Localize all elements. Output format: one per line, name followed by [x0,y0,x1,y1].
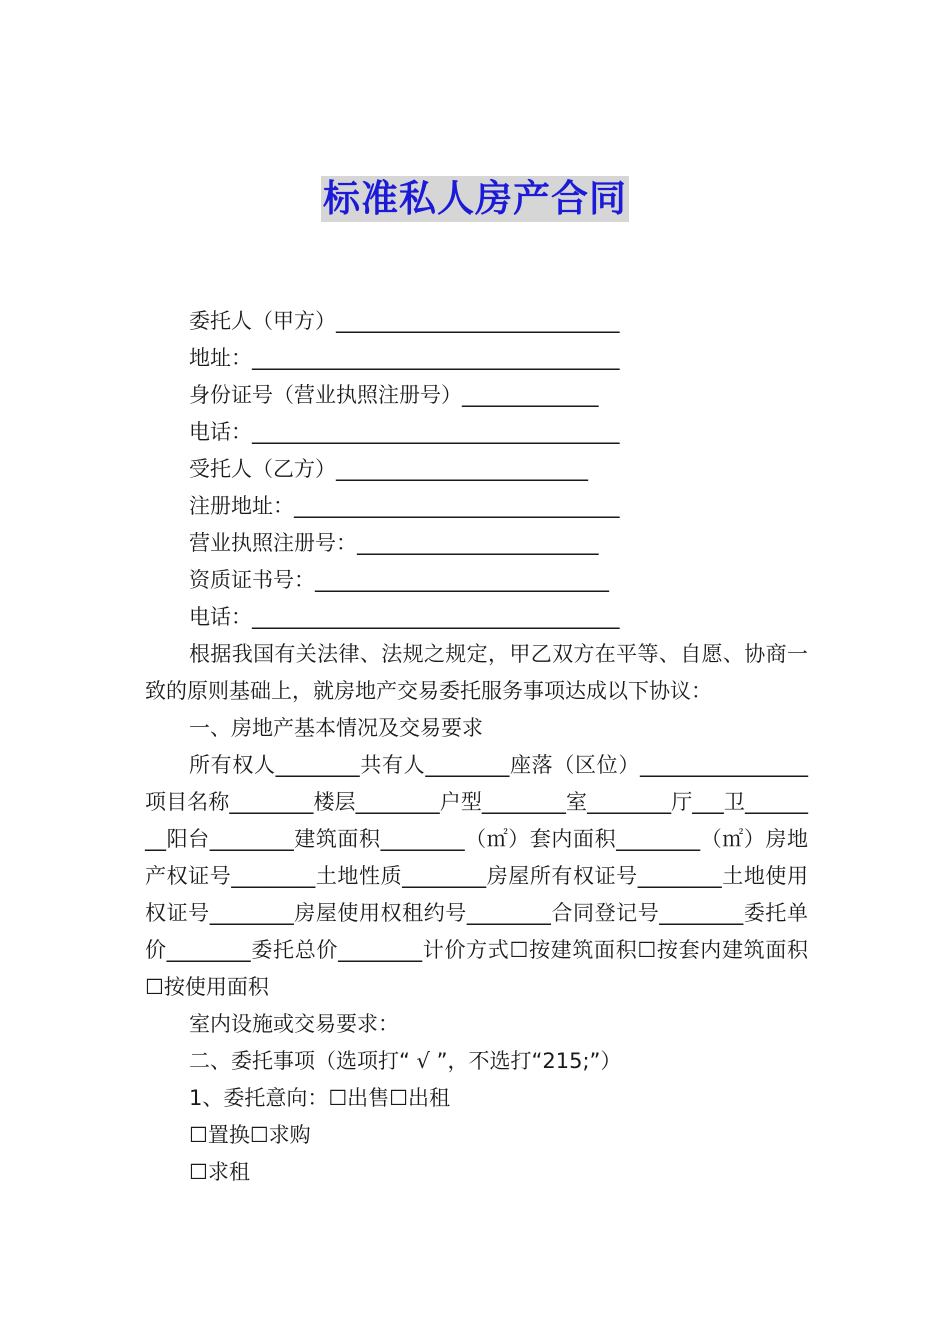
field-business-license: 营业执照注册号：_______________________ [189,531,599,555]
field-trustee: 受托人（乙方）________________________ [189,457,588,481]
section2-heading: 二、委托事项（选项打“ √ ”，不选打“215;”） [189,1049,622,1073]
section1-heading: 一、房地产基本情况及交易要求 [189,716,483,740]
title-wrapper [0,176,950,222]
section1-paragraph: 所有权人________共有人________座落（区位）________________项目名称________楼层________户型________室________厅___卫________阳台________建筑面积________（㎡）套内面积________（㎡）房地产权证号________土地性质________房屋所有权证号________土地使用权证号________房屋使用权租约号________合同登记号________委托单价________委托总价________计价方式☐按建筑面积☐按套内建筑面积☐按使用面积 [145,753,808,999]
field-address: 地址：___________________________________ [189,346,620,370]
intro-paragraph: 根据我国有关法律、法规之规定，甲乙双方在平等、自愿、协商一致的原则基础上，就房地产交易委托服务事项达成以下协议： [145,642,808,703]
item1-intent: 1、委托意向：☐出售☐出租 [189,1086,451,1110]
indoor-requirements: 室内设施或交易要求： [189,1012,399,1036]
field-qualification-cert: 资质证书号：____________________________ [189,568,609,592]
field-phone-trustee: 电话：___________________________________ [189,605,620,629]
document-title: 标准私人房产合同 [323,177,627,220]
field-id-number: 身份证号（营业执照注册号）_____________ [189,383,599,407]
field-registered-address: 注册地址：_______________________________ [189,494,620,518]
field-client: 委托人（甲方）___________________________ [189,309,620,333]
field-phone-client: 电话：___________________________________ [189,420,620,444]
item1-intent-line2: ☐置换☐求购 [189,1123,311,1147]
item1-intent-line3: ☐求租 [189,1160,250,1184]
document-body [145,303,808,1191]
